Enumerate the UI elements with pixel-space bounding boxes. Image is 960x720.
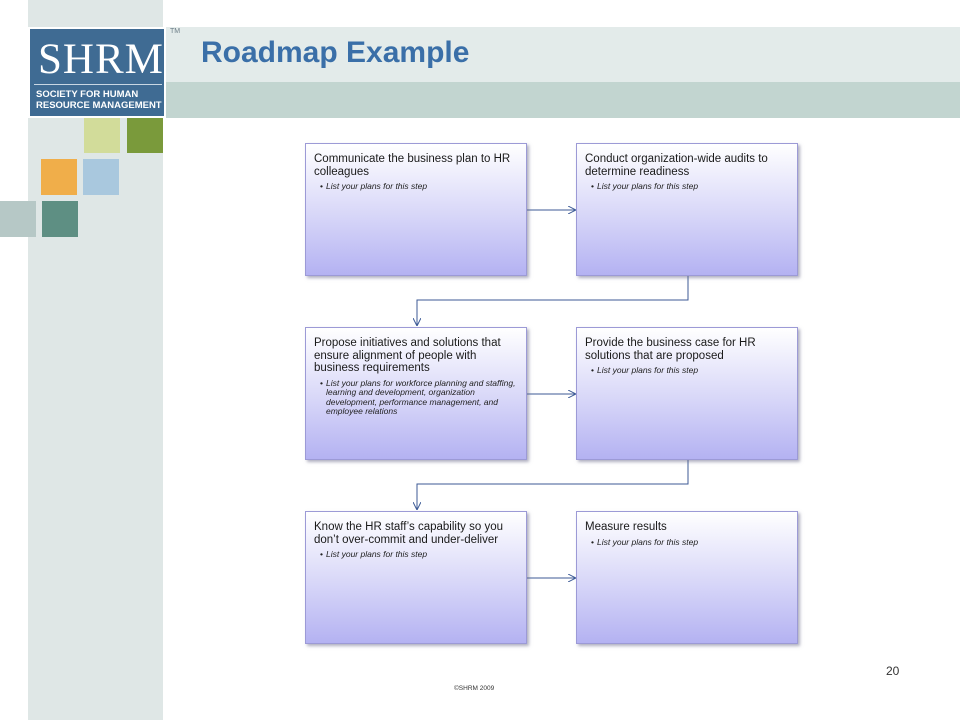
copyright-notice: ©SHRM 2009	[454, 685, 495, 692]
step-bullet: • List your plans for this step	[585, 366, 789, 376]
step-title: Provide the business case for HR solutions that are proposed	[585, 337, 756, 362]
roadmap-step-4	[576, 327, 798, 460]
step-bullet: • List your plans for this step	[314, 182, 518, 192]
roadmap-step-3	[305, 327, 527, 460]
slide-title: Roadmap Example	[201, 36, 470, 69]
roadmap-step-6	[576, 511, 798, 644]
logo-mark: SHRM	[38, 36, 164, 83]
step-title: Know the HR staff’s capability so you don’t over-commit and under-deliver	[314, 521, 503, 546]
logo-text: SOCIETY FOR HUMAN RESOURCE MANAGEMENT	[36, 89, 162, 111]
step-bullet: • List your plans for this step	[314, 550, 518, 560]
logo-trademark: TM	[170, 28, 181, 35]
step-title: Propose initiatives and solutions that ensure alignment of people with business requirements	[314, 337, 501, 374]
roadmap-step-2	[576, 143, 798, 276]
step-bullet: • List your plans for this step	[585, 538, 789, 548]
step-title: Communicate the business plan to HR colleagues	[314, 153, 511, 178]
roadmap-step-1	[305, 143, 527, 276]
step-title: Conduct organization-wide audits to determine readiness	[585, 153, 768, 178]
step-bullet: • List your plans for this step	[585, 182, 789, 192]
step-title: Measure results	[585, 521, 667, 533]
roadmap-step-5	[305, 511, 527, 644]
connector-step4-to-step5	[417, 460, 688, 509]
page-number: 20	[886, 664, 900, 678]
step-bullet: • List your plans for workforce planning and staffing, learning and development, organization development, performance management, and employee relations	[314, 379, 518, 417]
connector-step2-to-step3	[417, 276, 688, 325]
